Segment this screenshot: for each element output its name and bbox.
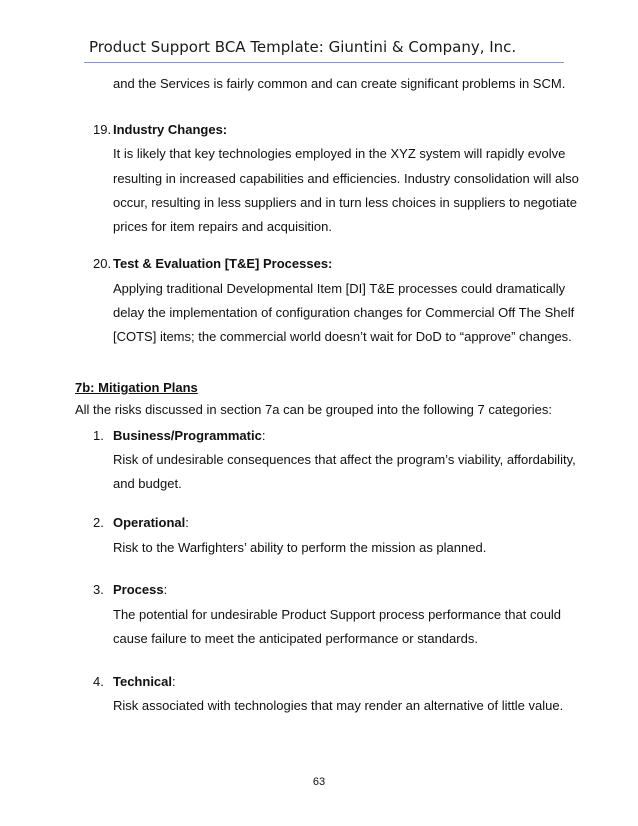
category-2-title: Operational (113, 515, 186, 530)
category-4-line-1: Risk associated with technologies that may render an alternative of little value. (113, 698, 564, 713)
item-20-line-2: delay the implementation of configuration changes for Commercial Off The Shelf (113, 305, 575, 320)
item-19-line-1: It is likely that key technologies employed in the XYZ system will rapidly evolve (113, 146, 566, 161)
item-20-title: Test & Evaluation [T&E] Processes: (113, 256, 333, 271)
item-19-line-2: resulting in increased capabilities and efficiencies. Industry consolidation will also (113, 171, 579, 186)
category-2-number: 2. (93, 515, 104, 530)
category-4-heading (113, 674, 176, 690)
item-20-line-3: [COTS] items; the commercial world doesn’t wait for DoD to “approve” changes. (113, 329, 572, 344)
category-1-colon: : (261, 428, 266, 443)
item-20-line-1: Applying traditional Developmental Item [DI] T&E processes could dramatically (113, 281, 566, 296)
category-3-heading (113, 582, 167, 598)
category-3-title: Process (113, 582, 164, 597)
item-20-number: 20. (93, 256, 112, 271)
continued-text-line: and the Services is fairly common and can create significant problems in SCM. (113, 76, 566, 91)
category-4-number: 4. (93, 674, 104, 689)
category-1-title: Business/Programmatic (113, 428, 262, 443)
section-heading: 7b: Mitigation Plans (75, 380, 198, 395)
header-divider (84, 62, 564, 63)
section-intro: All the risks discussed in section 7a can be grouped into the following 7 categories: (75, 402, 552, 417)
item-19-line-3: occur, resulting in less suppliers and in turn less choices in suppliers to negotiate (113, 195, 577, 210)
page-header-title: Product Support BCA Template: Giuntini & Company, Inc. (89, 38, 517, 56)
item-19-title: Industry Changes: (113, 122, 228, 137)
category-1-number: 1. (93, 428, 104, 443)
category-4-title: Technical (113, 674, 173, 689)
category-1-line-1: Risk of undesirable consequences that affect the program’s viability, affordability, (113, 452, 576, 467)
category-2-colon: : (185, 515, 189, 530)
category-1-line-2: and budget. (113, 476, 182, 491)
item-19-number: 19. (93, 122, 112, 137)
category-2-heading (113, 515, 189, 531)
category-1-heading (113, 428, 265, 444)
category-4-colon: : (172, 674, 176, 689)
category-3-colon: : (163, 582, 168, 597)
category-3-number: 3. (93, 582, 104, 597)
category-3-line-2: cause failure to meet the anticipated performance or standards. (113, 631, 478, 646)
page-number: 63 (312, 776, 326, 788)
category-2-line-1: Risk to the Warfighters’ ability to perform the mission as planned. (113, 540, 487, 555)
category-3-line-1: The potential for undesirable Product Support process performance that could (113, 607, 562, 622)
item-19-line-4: prices for item repairs and acquisition. (113, 219, 332, 234)
